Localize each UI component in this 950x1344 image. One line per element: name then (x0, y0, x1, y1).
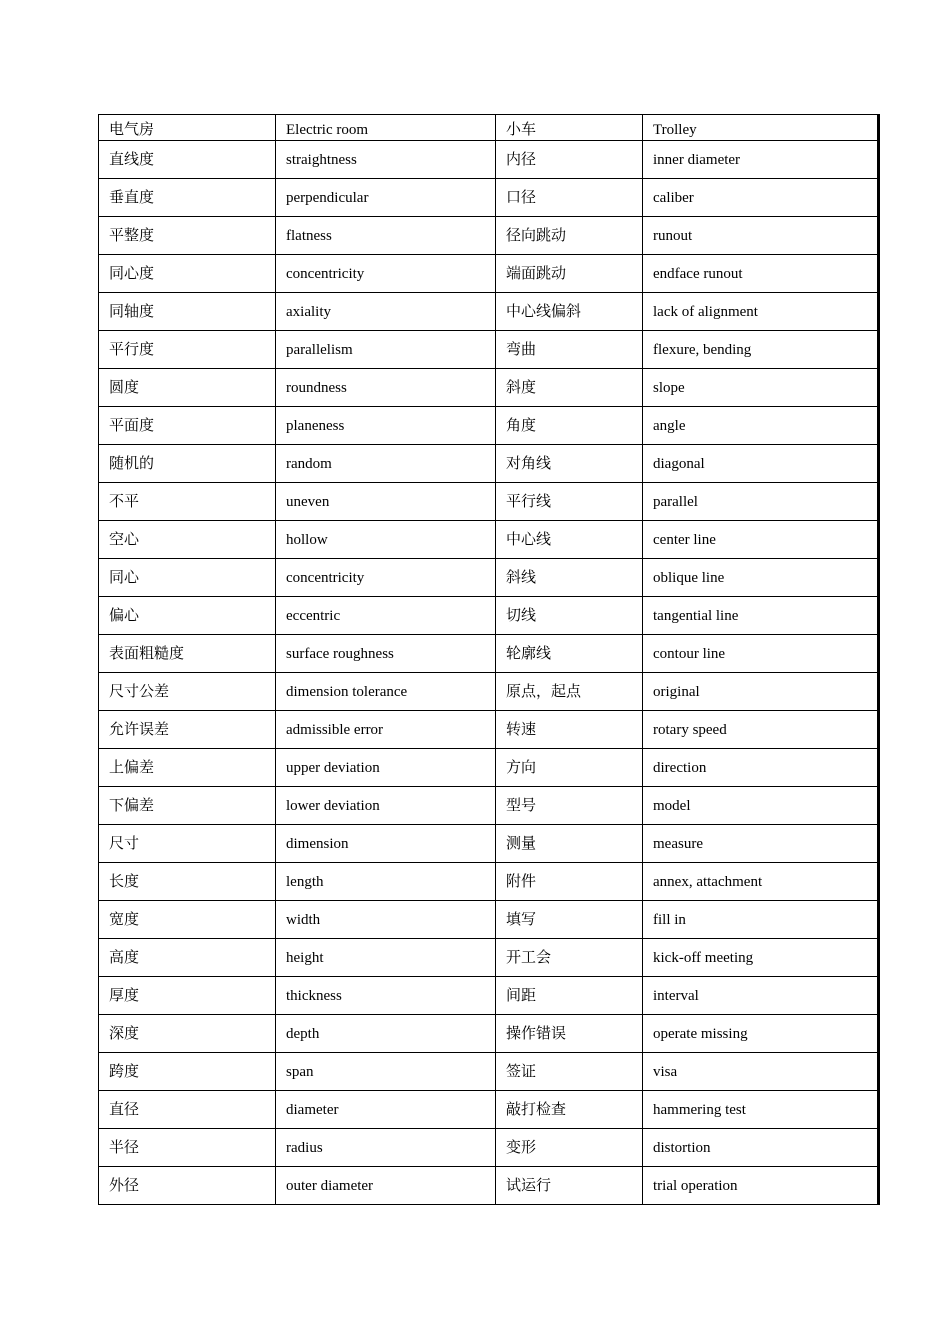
chinese-term-cell: 原点，起点 (496, 673, 643, 711)
chinese-term-cell: 平行线 (496, 483, 643, 521)
english-term-cell: operate missing (643, 1015, 879, 1053)
english-term-cell: hammering test (643, 1091, 879, 1129)
english-term-cell: distortion (643, 1129, 879, 1167)
table-row (99, 255, 879, 293)
english-term-cell: outer diameter (276, 1167, 496, 1205)
english-term-cell: Electric room (276, 115, 496, 141)
english-term-cell: rotary speed (643, 711, 879, 749)
english-term-cell: tangential line (643, 597, 879, 635)
chinese-term-cell: 上偏差 (99, 749, 276, 787)
chinese-term-cell: 口径 (496, 179, 643, 217)
chinese-term-cell: 切线 (496, 597, 643, 635)
table-row (99, 597, 879, 635)
chinese-term-cell: 厚度 (99, 977, 276, 1015)
chinese-term-cell: 直径 (99, 1091, 276, 1129)
english-term-cell: parallelism (276, 331, 496, 369)
english-term-cell: oblique line (643, 559, 879, 597)
chinese-term-cell: 平面度 (99, 407, 276, 445)
chinese-term-cell: 宽度 (99, 901, 276, 939)
table-row (99, 939, 879, 977)
english-term-cell: perpendicular (276, 179, 496, 217)
chinese-term-cell: 中心线 (496, 521, 643, 559)
chinese-term-cell: 电气房 (99, 115, 276, 141)
table-row (99, 787, 879, 825)
chinese-term-cell: 尺寸公差 (99, 673, 276, 711)
english-term-cell: runout (643, 217, 879, 255)
chinese-term-cell: 平行度 (99, 331, 276, 369)
chinese-term-cell: 径向跳动 (496, 217, 643, 255)
english-term-cell: random (276, 445, 496, 483)
english-term-cell: height (276, 939, 496, 977)
table-row (99, 749, 879, 787)
chinese-term-cell: 半径 (99, 1129, 276, 1167)
table-row (99, 1129, 879, 1167)
table-row (99, 331, 879, 369)
chinese-term-cell: 垂直度 (99, 179, 276, 217)
chinese-term-cell: 端面跳动 (496, 255, 643, 293)
english-term-cell: flatness (276, 217, 496, 255)
english-term-cell: dimension (276, 825, 496, 863)
chinese-term-cell: 跨度 (99, 1053, 276, 1091)
chinese-term-cell: 直线度 (99, 141, 276, 179)
chinese-term-cell: 尺寸 (99, 825, 276, 863)
chinese-term-cell: 外径 (99, 1167, 276, 1205)
english-term-cell: admissible error (276, 711, 496, 749)
table-row (99, 115, 879, 141)
english-term-cell: annex, attachment (643, 863, 879, 901)
english-term-cell: dimension tolerance (276, 673, 496, 711)
english-term-cell: diagonal (643, 445, 879, 483)
table-row (99, 901, 879, 939)
english-term-cell: flexure, bending (643, 331, 879, 369)
english-term-cell: axiality (276, 293, 496, 331)
chinese-term-cell: 斜线 (496, 559, 643, 597)
chinese-term-cell: 转速 (496, 711, 643, 749)
chinese-term-cell: 偏心 (99, 597, 276, 635)
chinese-term-cell: 内径 (496, 141, 643, 179)
chinese-term-cell: 附件 (496, 863, 643, 901)
chinese-term-cell: 允许误差 (99, 711, 276, 749)
table-row (99, 673, 879, 711)
chinese-term-cell: 方向 (496, 749, 643, 787)
english-term-cell: straightness (276, 141, 496, 179)
table-row (99, 1015, 879, 1053)
english-term-cell: radius (276, 1129, 496, 1167)
table-row (99, 863, 879, 901)
chinese-term-cell: 同心度 (99, 255, 276, 293)
english-term-cell: original (643, 673, 879, 711)
table-row (99, 1091, 879, 1129)
chinese-term-cell: 试运行 (496, 1167, 643, 1205)
english-term-cell: model (643, 787, 879, 825)
table-row (99, 635, 879, 673)
chinese-term-cell: 轮廓线 (496, 635, 643, 673)
table-row (99, 1167, 879, 1205)
english-term-cell: hollow (276, 521, 496, 559)
english-term-cell: angle (643, 407, 879, 445)
table-row (99, 977, 879, 1015)
chinese-term-cell: 操作错误 (496, 1015, 643, 1053)
chinese-term-cell: 斜度 (496, 369, 643, 407)
english-term-cell: concentricity (276, 255, 496, 293)
english-term-cell: slope (643, 369, 879, 407)
english-term-cell: parallel (643, 483, 879, 521)
table-row (99, 407, 879, 445)
english-term-cell: diameter (276, 1091, 496, 1129)
table-row (99, 445, 879, 483)
chinese-term-cell: 小车 (496, 115, 643, 141)
table-row (99, 483, 879, 521)
english-term-cell: direction (643, 749, 879, 787)
glossary-page (98, 114, 880, 1205)
chinese-term-cell: 随机的 (99, 445, 276, 483)
chinese-term-cell: 型号 (496, 787, 643, 825)
english-term-cell: center line (643, 521, 879, 559)
glossary-table-body (99, 115, 879, 1205)
chinese-term-cell: 开工会 (496, 939, 643, 977)
table-row (99, 559, 879, 597)
english-term-cell: planeness (276, 407, 496, 445)
chinese-term-cell: 中心线偏斜 (496, 293, 643, 331)
english-term-cell: fill in (643, 901, 879, 939)
english-term-cell: caliber (643, 179, 879, 217)
table-row (99, 825, 879, 863)
chinese-term-cell: 测量 (496, 825, 643, 863)
chinese-term-cell: 变形 (496, 1129, 643, 1167)
table-row (99, 293, 879, 331)
chinese-term-cell: 空心 (99, 521, 276, 559)
chinese-term-cell: 不平 (99, 483, 276, 521)
english-term-cell: measure (643, 825, 879, 863)
english-term-cell: visa (643, 1053, 879, 1091)
glossary-table (98, 114, 880, 1205)
chinese-term-cell: 角度 (496, 407, 643, 445)
chinese-term-cell: 下偏差 (99, 787, 276, 825)
chinese-term-cell: 高度 (99, 939, 276, 977)
chinese-term-cell: 间距 (496, 977, 643, 1015)
chinese-term-cell: 同心 (99, 559, 276, 597)
table-row (99, 179, 879, 217)
chinese-term-cell: 表面粗糙度 (99, 635, 276, 673)
english-term-cell: roundness (276, 369, 496, 407)
table-row (99, 369, 879, 407)
english-term-cell: depth (276, 1015, 496, 1053)
english-term-cell: endface runout (643, 255, 879, 293)
english-term-cell: contour line (643, 635, 879, 673)
chinese-term-cell: 对角线 (496, 445, 643, 483)
chinese-term-cell: 填写 (496, 901, 643, 939)
english-term-cell: concentricity (276, 559, 496, 597)
chinese-term-cell: 平整度 (99, 217, 276, 255)
table-row (99, 1053, 879, 1091)
chinese-term-cell: 圆度 (99, 369, 276, 407)
table-row (99, 521, 879, 559)
english-term-cell: inner diameter (643, 141, 879, 179)
table-row (99, 141, 879, 179)
english-term-cell: uneven (276, 483, 496, 521)
table-row (99, 711, 879, 749)
chinese-term-cell: 签证 (496, 1053, 643, 1091)
english-term-cell: width (276, 901, 496, 939)
english-term-cell: upper deviation (276, 749, 496, 787)
english-term-cell: lack of alignment (643, 293, 879, 331)
chinese-term-cell: 同轴度 (99, 293, 276, 331)
english-term-cell: trial operation (643, 1167, 879, 1205)
english-term-cell: length (276, 863, 496, 901)
english-term-cell: surface roughness (276, 635, 496, 673)
chinese-term-cell: 弯曲 (496, 331, 643, 369)
english-term-cell: eccentric (276, 597, 496, 635)
chinese-term-cell: 深度 (99, 1015, 276, 1053)
english-term-cell: Trolley (643, 115, 879, 141)
english-term-cell: kick-off meeting (643, 939, 879, 977)
chinese-term-cell: 敲打检查 (496, 1091, 643, 1129)
english-term-cell: lower deviation (276, 787, 496, 825)
english-term-cell: interval (643, 977, 879, 1015)
english-term-cell: thickness (276, 977, 496, 1015)
table-row (99, 217, 879, 255)
english-term-cell: span (276, 1053, 496, 1091)
chinese-term-cell: 长度 (99, 863, 276, 901)
